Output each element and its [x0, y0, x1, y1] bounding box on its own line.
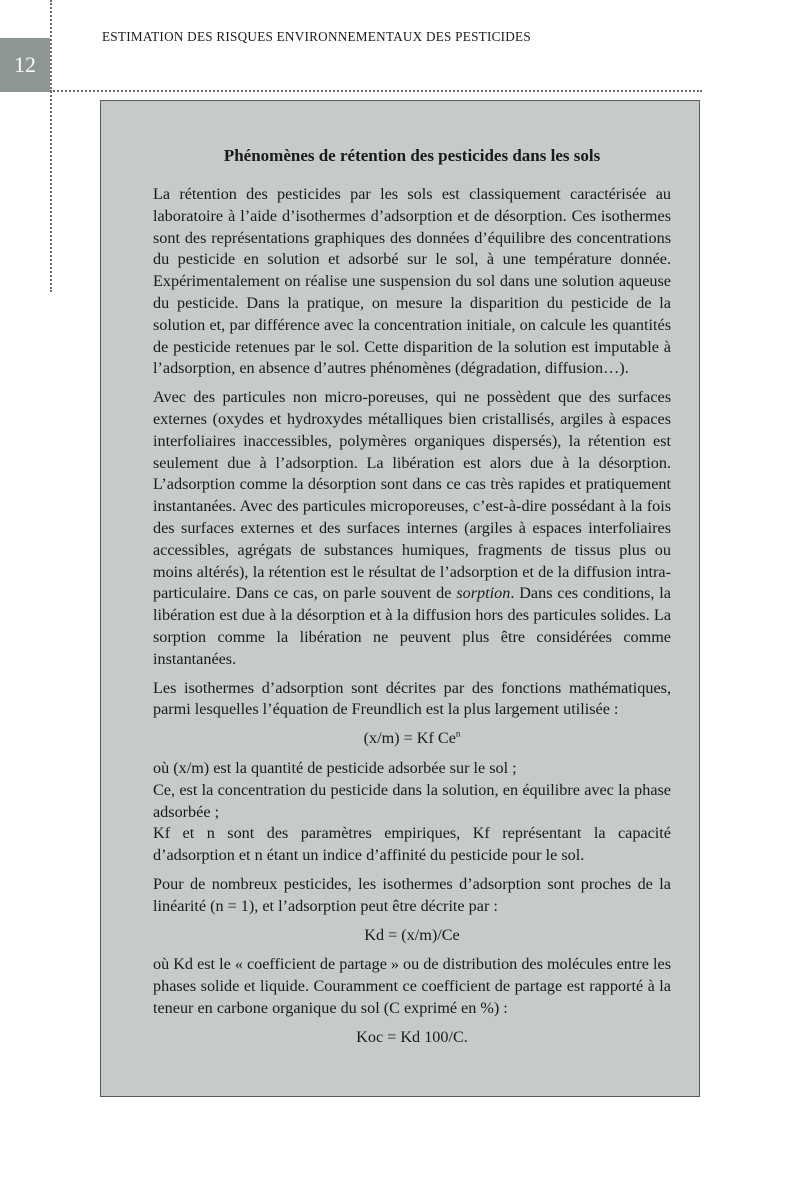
paragraph-partition: où Kd est le « coefficient de partage » ou de distribution des molécules entre les phases solide et liquide. Couramment ce coefficient de partage est rapporté à la teneur en carbone organique du sol (C exprimé en %) :: [153, 955, 671, 1017]
box-title: Phénomènes de rétention des pesticides dans les sols: [223, 146, 601, 165]
paragraph-particles-text: Avec des particules non micro-poreuses, qui ne possèdent que des surfaces externes (oxydes et hydroxydes métalliques bien cristallisés, argiles à espaces interfoliaires inaccessibles, polymères organiques dispersés), la rétention est seulement due à l’adsorption. La libération est alors due à la désorption. L’adsorption comme la désorption sont dans ce cas très rapides et pratiquement instantanées. Avec des particules microporeuses, c’est-à-dire possédant à la fois des surfaces externes et des surfaces internes (argiles à espaces interfoliaires accessibles, agrégats de substances humiques, fragments de tissus plus ou moins altérés), la rétention est le résultat de l’adsorption et de la diffusion intra-particulaire. Dans ce cas, on parle souvent de: [153, 388, 671, 603]
paragraph-particles-end: . Dans ces conditions, la libération est due à la désorption et à la diffusion hors des particules solides. La sorption comme la libération ne peuvent plus être considérées comme instantanées.: [153, 584, 671, 668]
kd-equation: Kd = (x/m)/Ce: [364, 925, 460, 944]
freundlich-base: (x/m) = Kf Ce: [363, 729, 456, 748]
definition-xm: où (x/m) est la quantité de pesticide adsorbée sur le sol ;: [153, 758, 517, 777]
horizontal-dotted-rule: [50, 90, 702, 92]
freundlich-exponent: n: [455, 728, 461, 739]
definition-kf-n: Kf et n sont des paramètres empiriques, Kf représentant la capacité d’adsorption et n étant un indice d’affinité du pesticide pour le sol.: [153, 824, 671, 865]
running-header: ESTIMATION DES RISQUES ENVIRONNEMENTAUX DES PESTICIDES: [102, 29, 531, 44]
paragraph-linearity: Pour de nombreux pesticides, les isothermes d’adsorption sont proches de la linéarité (n = 1), et l’adsorption peut être décrite par :: [153, 874, 671, 915]
vertical-dotted-rule: [50, 0, 52, 292]
paragraph-retention: La rétention des pesticides par les sols est classiquement caractérisée au laboratoire à l’aide d’isothermes d’adsorption et de désorption. Ces isothermes sont des représentations graphiques des données d’équilibre des concentrations du pesticide en solution et adsorbé sur le sol, à une température donnée. Expérimentalement on réalise une suspension du sol dans une solution aqueuse du pesticide. Dans la pratique, on mesure la disparition du pesticide de la solution et, par différence avec la concentration initiale, on calcule les quantités de pesticide retenues par le sol. Cette disparition de la solution est imputable à l’adsorption, en absence d’autres phénomènes (dégradation, diffusion…).: [153, 185, 671, 378]
koc-equation: Koc = Kd 100/C.: [356, 1027, 468, 1046]
definition-ce: Ce, est la concentration du pesticide dans la solution, en équilibre avec la phase adsorbée ;: [153, 780, 671, 821]
paragraph-isotherms: Les isothermes d’adsorption sont décrites par des fonctions mathématiques, parmi lesquelles l’équation de Freundlich est la plus largement utilisée :: [153, 678, 671, 719]
sorption-term: sorption: [456, 584, 511, 603]
paragraph-particles: [153, 387, 671, 670]
freundlich-equation: [153, 728, 671, 750]
sidebar-box: [100, 100, 700, 1097]
page-number: 12: [0, 38, 50, 92]
